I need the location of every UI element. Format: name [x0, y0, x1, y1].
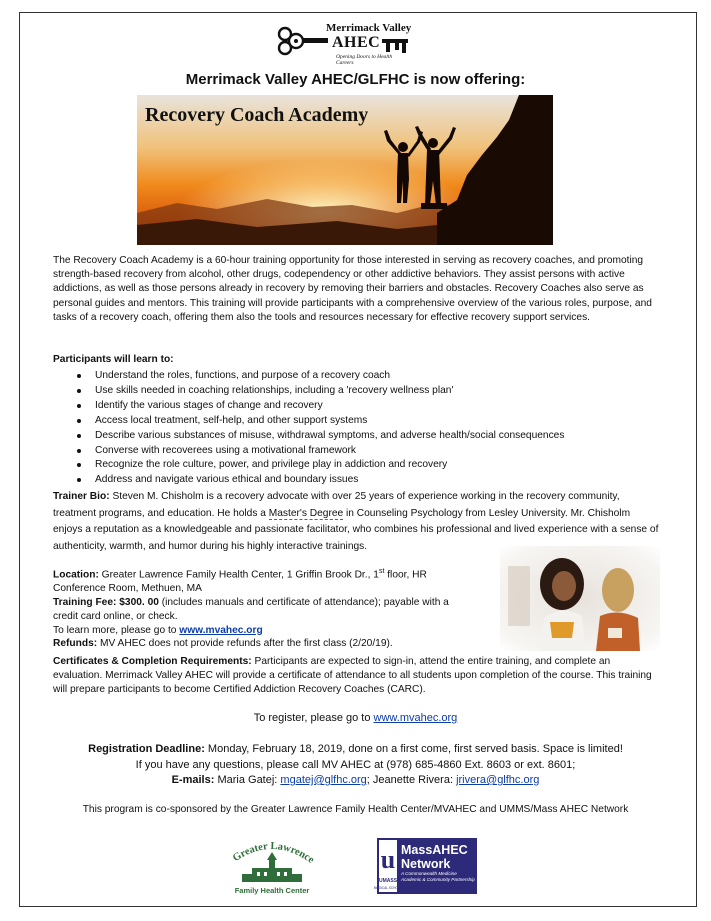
bio-label: Trainer Bio: [53, 491, 110, 502]
bio-text-1: Steven M. Chisholm is a recovery advocate with over 25 years of experience working in the recovery community, treatment programs, and education. He holds a [53, 491, 620, 519]
register-line: To register, please go to www.mvahec.org [253, 712, 458, 724]
refunds-label: Refunds: [53, 638, 98, 650]
svg-text:Greater Lawrence: Greater Lawrence [231, 840, 316, 866]
list-item: Describe various substances of misuse, withdrawal symptoms, and adverse health/social consequences [53, 429, 613, 444]
bullet-icon [77, 478, 81, 482]
greater-lawrence-emblem [226, 838, 318, 896]
learn-more-line: To learn more, please go to www.mvahec.org [53, 624, 263, 636]
list-item: Converse with recoverees using a motivational framework [53, 444, 613, 459]
questions-line: If you have any questions, please call MV AHEC at (978) 685-4860 Ext. 8603 or ext. 8601; [135, 758, 576, 771]
banner-image [137, 95, 553, 245]
svg-text:MEDICAL SCHOOL: MEDICAL SCHOOL [373, 886, 403, 890]
mvahec-link[interactable]: www.mvahec.org [179, 624, 263, 636]
deadline-label: Registration Deadline: [88, 743, 205, 755]
learn-heading: Participants will learn to: [53, 354, 174, 365]
banner-title: Recovery Coach Academy [145, 104, 369, 126]
logo-line2: AHEC [332, 34, 381, 51]
bullet-icon [77, 404, 81, 408]
emails-label: E-mails: [171, 774, 215, 786]
bullet-icon [77, 419, 81, 423]
bullet-icon [77, 389, 81, 393]
bullet-icon [77, 374, 81, 378]
mvahec-logo [276, 20, 416, 70]
emails-line: E-mails: Maria Gatej: mgatej@glfhc.org; Jeanette Rivera: jrivera@glfhc.org [171, 774, 540, 786]
svg-text:Network: Network [401, 857, 451, 871]
email-link-gatej[interactable]: mgatej@glfhc.org [280, 774, 367, 786]
svg-text:MassAHEC: MassAHEC [401, 843, 468, 857]
logo-line1: Merrimack Valley [326, 22, 412, 34]
location-label: Location: [53, 569, 99, 581]
email-link-rivera[interactable]: jrivera@glfhc.org [456, 774, 540, 786]
deadline-block [0, 742, 711, 789]
location-line: Location: Greater Lawrence Family Health Center, 1 Griffin Brook Dr., 1st floor, HR Conference Room, Methuen, MA [53, 568, 427, 595]
intro-paragraph: The Recovery Coach Academy is a 60-hour training opportunity for those interested in serving as recovery coaches, and promoting strength-based recovery from alcohol, other drugs, codependency or other addictive behaviors. They assist persons with active addictions, as well as those persons already in recovery by removing their barriers and obstacles. Recovery Coaches also serve as personal guides and mentors. This training will provide participants with a comprehensive overview of the various roles, purpose, and tasks of a recovery coach, offering them also the tools and resources necessary for effective recovery support services. [53, 255, 652, 323]
refunds-line: Refunds: MV AHEC does not provide refunds after the first class (2/20/19). [53, 638, 393, 650]
massahec-network-emblem: u UMASS MEDICAL SCHOOL MassAHEC Network A Commonwealth Medicine Academic & Community Partnership [377, 838, 477, 894]
fee-amount: : $300. 00 [113, 596, 159, 608]
list-item: Use skills needed in coaching relationships, including a 'recovery wellness plan' [53, 384, 613, 399]
fee-line: Training Fee: $300. 00 (includes manuals and certificate of attendance); payable with a credit card online, or check. [53, 596, 449, 622]
deadline-line: Registration Deadline: Monday, February 18, 2019, done on a first come, first served basis. Space is limited! [88, 743, 623, 755]
key-teeth-icon [382, 36, 408, 54]
svg-text:UMASS: UMASS [378, 878, 398, 884]
bio-degree: Master's Degree [268, 507, 344, 519]
logo-tagline: Opening Doors to Health Careers [336, 54, 393, 66]
svg-text:u: u [380, 845, 396, 874]
two-women-talking-image [500, 546, 660, 651]
bullet-icon [77, 449, 81, 453]
list-item: Understand the roles, functions, and purpose of a recovery coach [53, 369, 613, 384]
bullet-icon [77, 434, 81, 438]
learn-list [53, 369, 613, 488]
register-link[interactable]: www.mvahec.org [373, 712, 458, 724]
massahec-logo [373, 838, 477, 894]
list-item: Address and navigate various ethical and boundary issues [53, 473, 613, 488]
fee-label: Training Fee [53, 596, 114, 608]
bullet-icon [77, 463, 81, 467]
certificates-paragraph: Certificates & Completion Requirements: Participants are expected to sign-in, attend the entire training, and complete an evaluation. Merrimack Valley AHEC will provide a certificate of attendance to all students upon completion of the course. This training will prepare participants to become Certified Addiction Recovery Coaches (CARC). [53, 656, 652, 695]
event-info [53, 565, 473, 651]
cosponsor-line: This program is co-sponsored by the Greater Lawrence Family Health Center/MVAHEC and UMMS/Mass AHEC Network [82, 804, 629, 815]
bio-text-2: in Counseling Psychology from Lesley University. Mr. Chisholm enjoys a reputation as a knowledgeable and passionate facilitator, who combines his professional and lived experience with a sense of authenticity, warmth, and humor during his highly interactive trainings. [53, 507, 659, 553]
svg-text:Family Health Center: Family Health Center [234, 886, 310, 895]
cert-label: Certificates & Completion Requirements: [53, 656, 252, 667]
list-item: Recognize the role culture, power, and privilege play in addiction and recovery [53, 458, 613, 473]
greater-lawrence-logo [226, 838, 318, 896]
list-item: Access local treatment, self-help, and other support systems [53, 414, 613, 429]
list-item: Identify the various stages of change and recovery [53, 399, 613, 414]
page-heading: Merrimack Valley AHEC/GLFHC is now offering: [185, 71, 526, 88]
coaching-photo [500, 546, 660, 651]
